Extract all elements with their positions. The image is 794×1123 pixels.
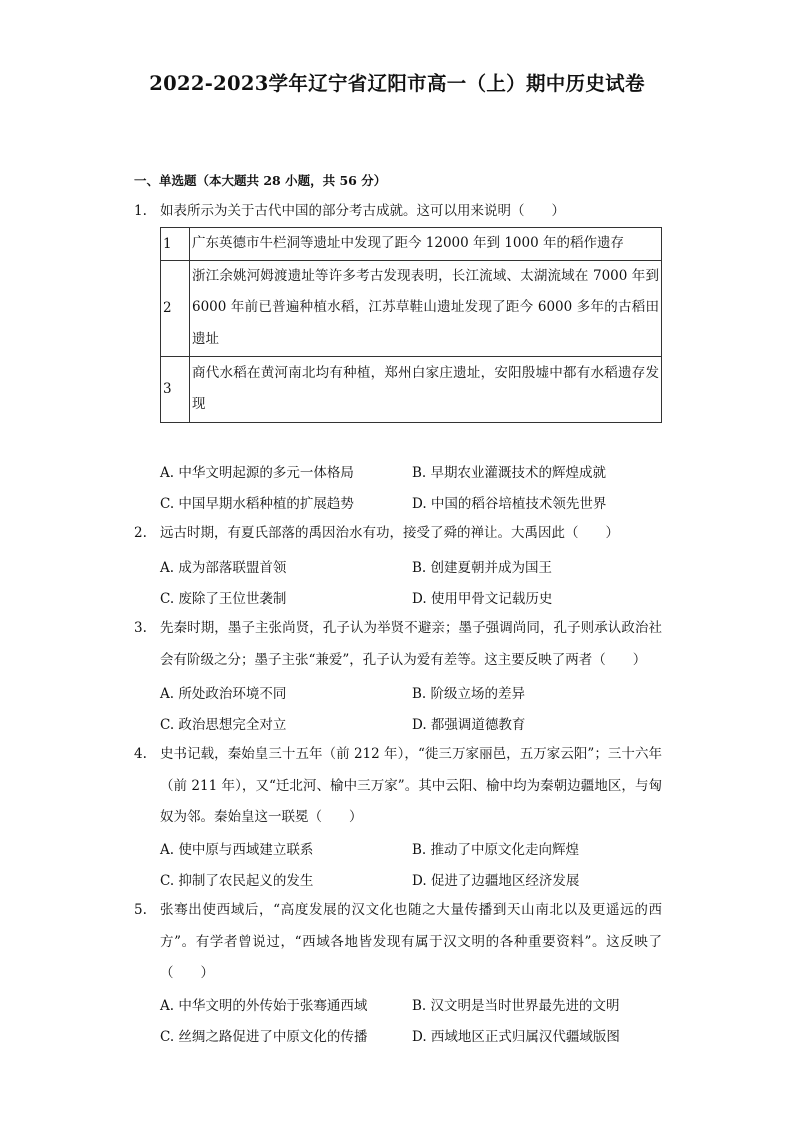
question-1: [134, 196, 662, 228]
question-stem: 先秦时期，墨子主张尚贤，孔子认为举贤不避亲；墨子强调尚同，孔子则承认政治社会有阶级之分；墨子主张“兼爱”，孔子认为爱有差等。这主要反映了两者（ ）: [160, 620, 662, 668]
exam-title: 2022-2023学年辽宁省辽阳市高一（上）期中历史试卷: [149, 72, 645, 95]
question-stem: 如表所示为关于古代中国的部分考古成就。这可以用来说明（ ）: [160, 203, 565, 219]
archaeology-table: [160, 227, 662, 423]
question-number: 1.: [134, 203, 147, 219]
question-number: 5.: [134, 902, 147, 918]
option-c[interactable]: C. 政治思想完全对立: [160, 717, 287, 733]
option-c[interactable]: C. 丝绸之路促进了中原文化的传播: [160, 1029, 368, 1045]
table-cell-text: 商代水稻在黄河南北均有种植，郑州白家庄遗址，安阳殷墟中都有水稻遗存发现: [190, 356, 662, 422]
question-4: [134, 739, 662, 834]
table-cell-index: 2: [161, 260, 190, 356]
table-row: [161, 260, 662, 356]
question-5: [134, 895, 662, 990]
option-d[interactable]: D. 促进了边疆地区经济发展: [412, 873, 580, 889]
option-c[interactable]: C. 废除了王位世袭制: [160, 591, 287, 607]
option-b[interactable]: B. 创建夏朝并成为国王: [412, 560, 553, 576]
table-cell-text: 浙江余姚河姆渡遗址等许多考古发现表明，长江流域、太湖流域在 7000 年到 6000 年前已普遍种植水稻，江苏草鞋山遗址发现了距今 6000 多年的古稻田遗址: [190, 260, 662, 356]
option-a[interactable]: A. 所处政治环境不同: [160, 686, 287, 702]
question-number: 4.: [134, 746, 147, 762]
option-c[interactable]: C. 中国早期水稻种植的扩展趋势: [160, 496, 354, 512]
question-stem: 史书记载，秦始皇三十五年（前 212 年），“徙三万家丽邑，五万家云阳”；三十六年（前 211 年），又“迁北河、榆中三万家”。其中云阳、榆中均为秦朝边疆地区，与匈奴为邻。秦始皇这一联冕（ ）: [160, 746, 662, 825]
section-heading: 一、单选题（本大题共 28 小题，共 56 分）: [134, 173, 387, 188]
question-number: 3.: [134, 620, 147, 636]
option-d[interactable]: D. 中国的稻谷培植技术领先世界: [412, 496, 607, 512]
question-3: [134, 613, 662, 676]
table-row: [161, 356, 662, 422]
question-stem: 远古时期，有夏氏部落的禹因治水有功，接受了舜的禅让。大禹因此（ ）: [160, 525, 619, 541]
option-a[interactable]: A. 中华文明的外传始于张骞通西域: [160, 998, 368, 1014]
table-cell-index: 3: [161, 356, 190, 422]
option-b[interactable]: B. 推动了中原文化走向辉煌: [412, 842, 580, 858]
question-stem: 张骞出使西域后，“高度发展的汉文化也随之大量传播到天山南北以及更遥远的西方”。有学者曾说过，“西域各地皆发现有属于汉文明的各种重要资料”。这反映了（ ）: [160, 902, 662, 981]
option-a[interactable]: A. 中华文明起源的多元一体格局: [160, 465, 354, 481]
option-d[interactable]: D. 都强调道德教育: [412, 717, 526, 733]
option-d[interactable]: D. 使用甲骨文记载历史: [412, 591, 553, 607]
table-row: [161, 228, 662, 261]
question-2: [134, 518, 662, 550]
question-number: 2.: [134, 525, 147, 541]
option-a[interactable]: A. 使中原与西域建立联系: [160, 842, 314, 858]
option-c[interactable]: C. 抑制了农民起义的发生: [160, 873, 314, 889]
option-a[interactable]: A. 成为部落联盟首领: [160, 560, 287, 576]
option-d[interactable]: D. 西域地区正式归属汉代疆域版图: [412, 1029, 620, 1045]
option-b[interactable]: B. 阶级立场的差异: [412, 686, 526, 702]
table-cell-text: 广东英德市牛栏洞等遗址中发现了距今 12000 年到 1000 年的稻作遗存: [190, 228, 662, 261]
option-b[interactable]: B. 早期农业灌溉技术的辉煌成就: [412, 465, 607, 481]
option-b[interactable]: B. 汉文明是当时世界最先进的文明: [412, 998, 620, 1014]
table-cell-index: 1: [161, 228, 190, 261]
